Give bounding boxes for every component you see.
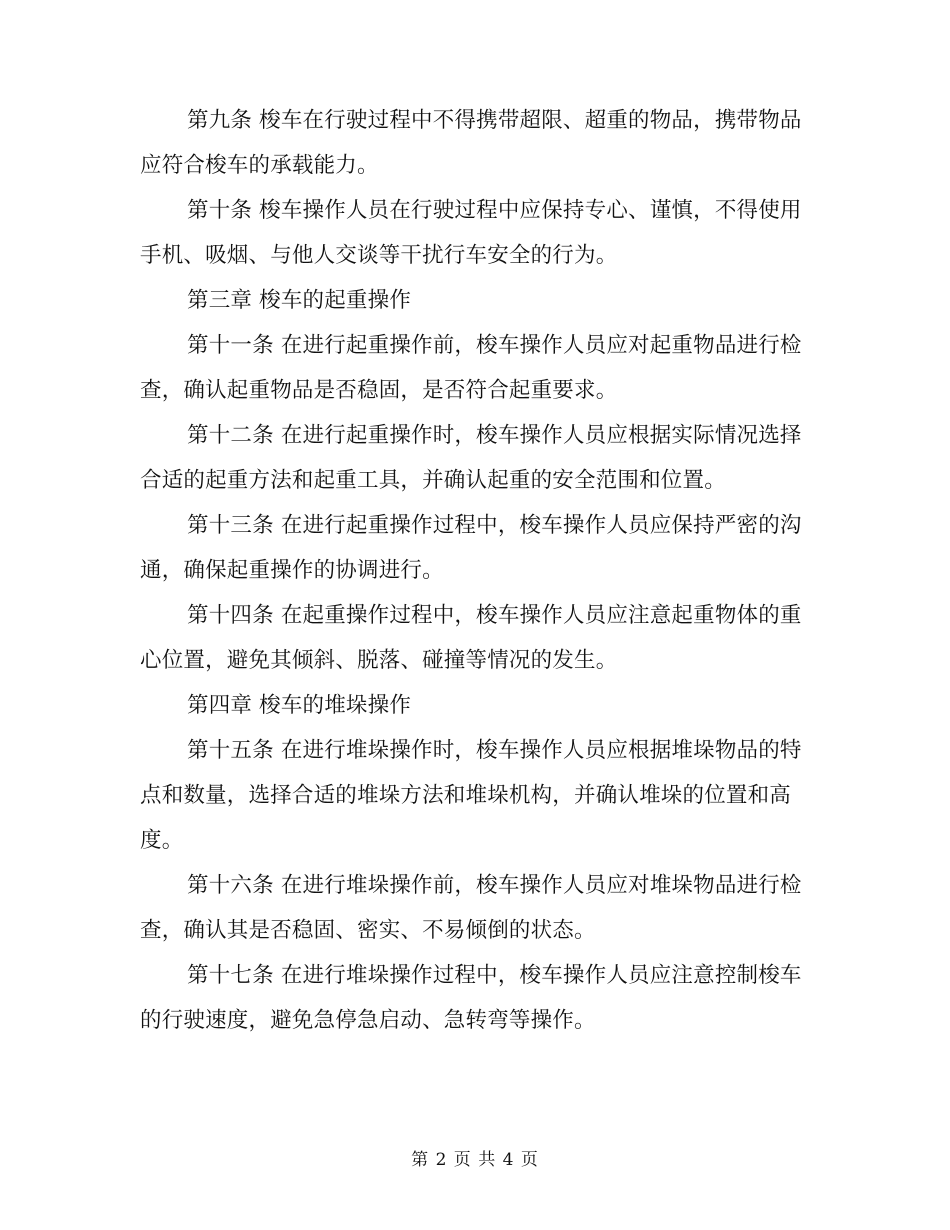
page-number-footer: 第 2 页 共 4 页	[411, 1150, 539, 1170]
chapter-4-heading: 第四章 梭车的堆垛操作	[187, 693, 412, 718]
article-14: 第十四条 在起重操作过程中，梭车操作人员应注意起重物体的重心位置，避免其倾斜、脱落、碰撞等情况的发生。	[140, 603, 802, 673]
article-13: 第十三条 在进行起重操作过程中，梭车操作人员应保持严密的沟通，确保起重操作的协调进行。	[140, 513, 802, 583]
article-9: 第九条 梭车在行驶过程中不得携带超限、超重的物品，携带物品应符合梭车的承载能力。	[140, 108, 802, 178]
article-15: 第十五条 在进行堆垛操作时，梭车操作人员应根据堆垛物品的特点和数量，选择合适的堆垛方法和堆垛机构，并确认堆垛的位置和高度。	[140, 738, 802, 853]
document-body	[140, 98, 810, 1043]
article-10: 第十条 梭车操作人员在行驶过程中应保持专心、谨慎，不得使用手机、吸烟、与他人交谈等干扰行车安全的行为。	[140, 198, 802, 268]
article-16: 第十六条 在进行堆垛操作前，梭车操作人员应对堆垛物品进行检查，确认其是否稳固、密实、不易倾倒的状态。	[140, 873, 802, 943]
chapter-3-heading: 第三章 梭车的起重操作	[187, 288, 412, 313]
article-17: 第十七条 在进行堆垛操作过程中，梭车操作人员应注意控制梭车的行驶速度，避免急停急启动、急转弯等操作。	[140, 963, 802, 1033]
article-12: 第十二条 在进行起重操作时，梭车操作人员应根据实际情况选择合适的起重方法和起重工具，并确认起重的安全范围和位置。	[140, 423, 802, 493]
article-11: 第十一条 在进行起重操作前，梭车操作人员应对起重物品进行检查，确认起重物品是否稳固，是否符合起重要求。	[140, 333, 802, 403]
